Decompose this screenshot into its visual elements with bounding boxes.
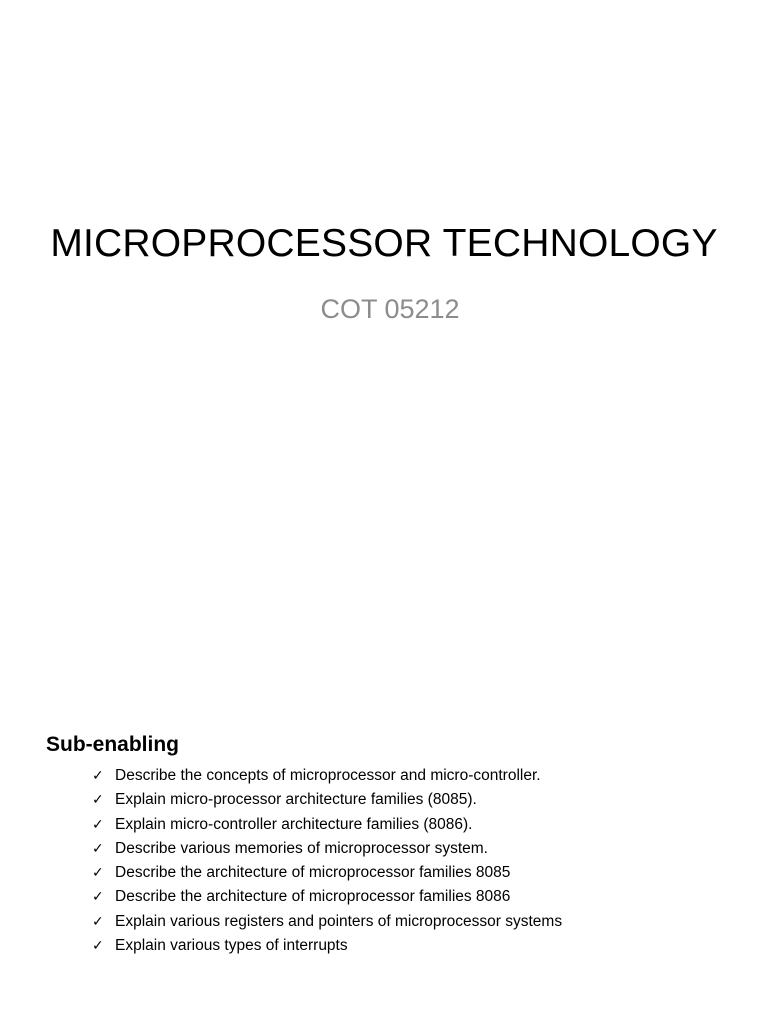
list-item-text: Describe the architecture of microprocessor families 8086: [115, 888, 511, 906]
list-item: [92, 885, 746, 909]
checkmark-icon: ✓: [92, 840, 104, 857]
list-item: [92, 861, 746, 885]
list-item-text: Explain various types of interrupts: [115, 937, 348, 955]
checkmark-icon: ✓: [92, 865, 104, 882]
list-item: [92, 934, 746, 958]
slide-subtitle: COT 05212: [320, 294, 460, 324]
list-item: [92, 910, 746, 934]
list-item-text: Describe the concepts of microprocessor and micro-controller.: [115, 767, 541, 784]
checkmark-icon: ✓: [92, 889, 104, 906]
checkmark-icon: ✓: [92, 913, 104, 930]
list-item-text: Describe the architecture of microprocessor families 8085: [115, 864, 511, 882]
list-item: [92, 837, 746, 861]
list-item-text: Explain various registers and pointers of microprocessor systems: [115, 912, 563, 930]
list-item: [92, 788, 746, 812]
sub-enabling-section: [46, 730, 746, 958]
list-item-text: Explain micro-processor architecture families (8085).: [115, 791, 477, 809]
objectives-list: [46, 764, 746, 958]
section-heading: Sub-enabling: [46, 733, 179, 756]
list-item-text: Describe various memories of microprocessor system.: [115, 839, 488, 857]
checkmark-icon: ✓: [92, 938, 104, 955]
checkmark-icon: ✓: [92, 816, 104, 833]
slide-title: MICROPROCESSOR TECHNOLOGY: [50, 222, 718, 265]
checkmark-icon: ✓: [92, 792, 104, 809]
list-item: [92, 813, 746, 837]
list-item-text: Explain micro-controller architecture families (8086).: [115, 815, 473, 833]
list-item: [92, 764, 746, 788]
checkmark-icon: ✓: [92, 768, 104, 784]
